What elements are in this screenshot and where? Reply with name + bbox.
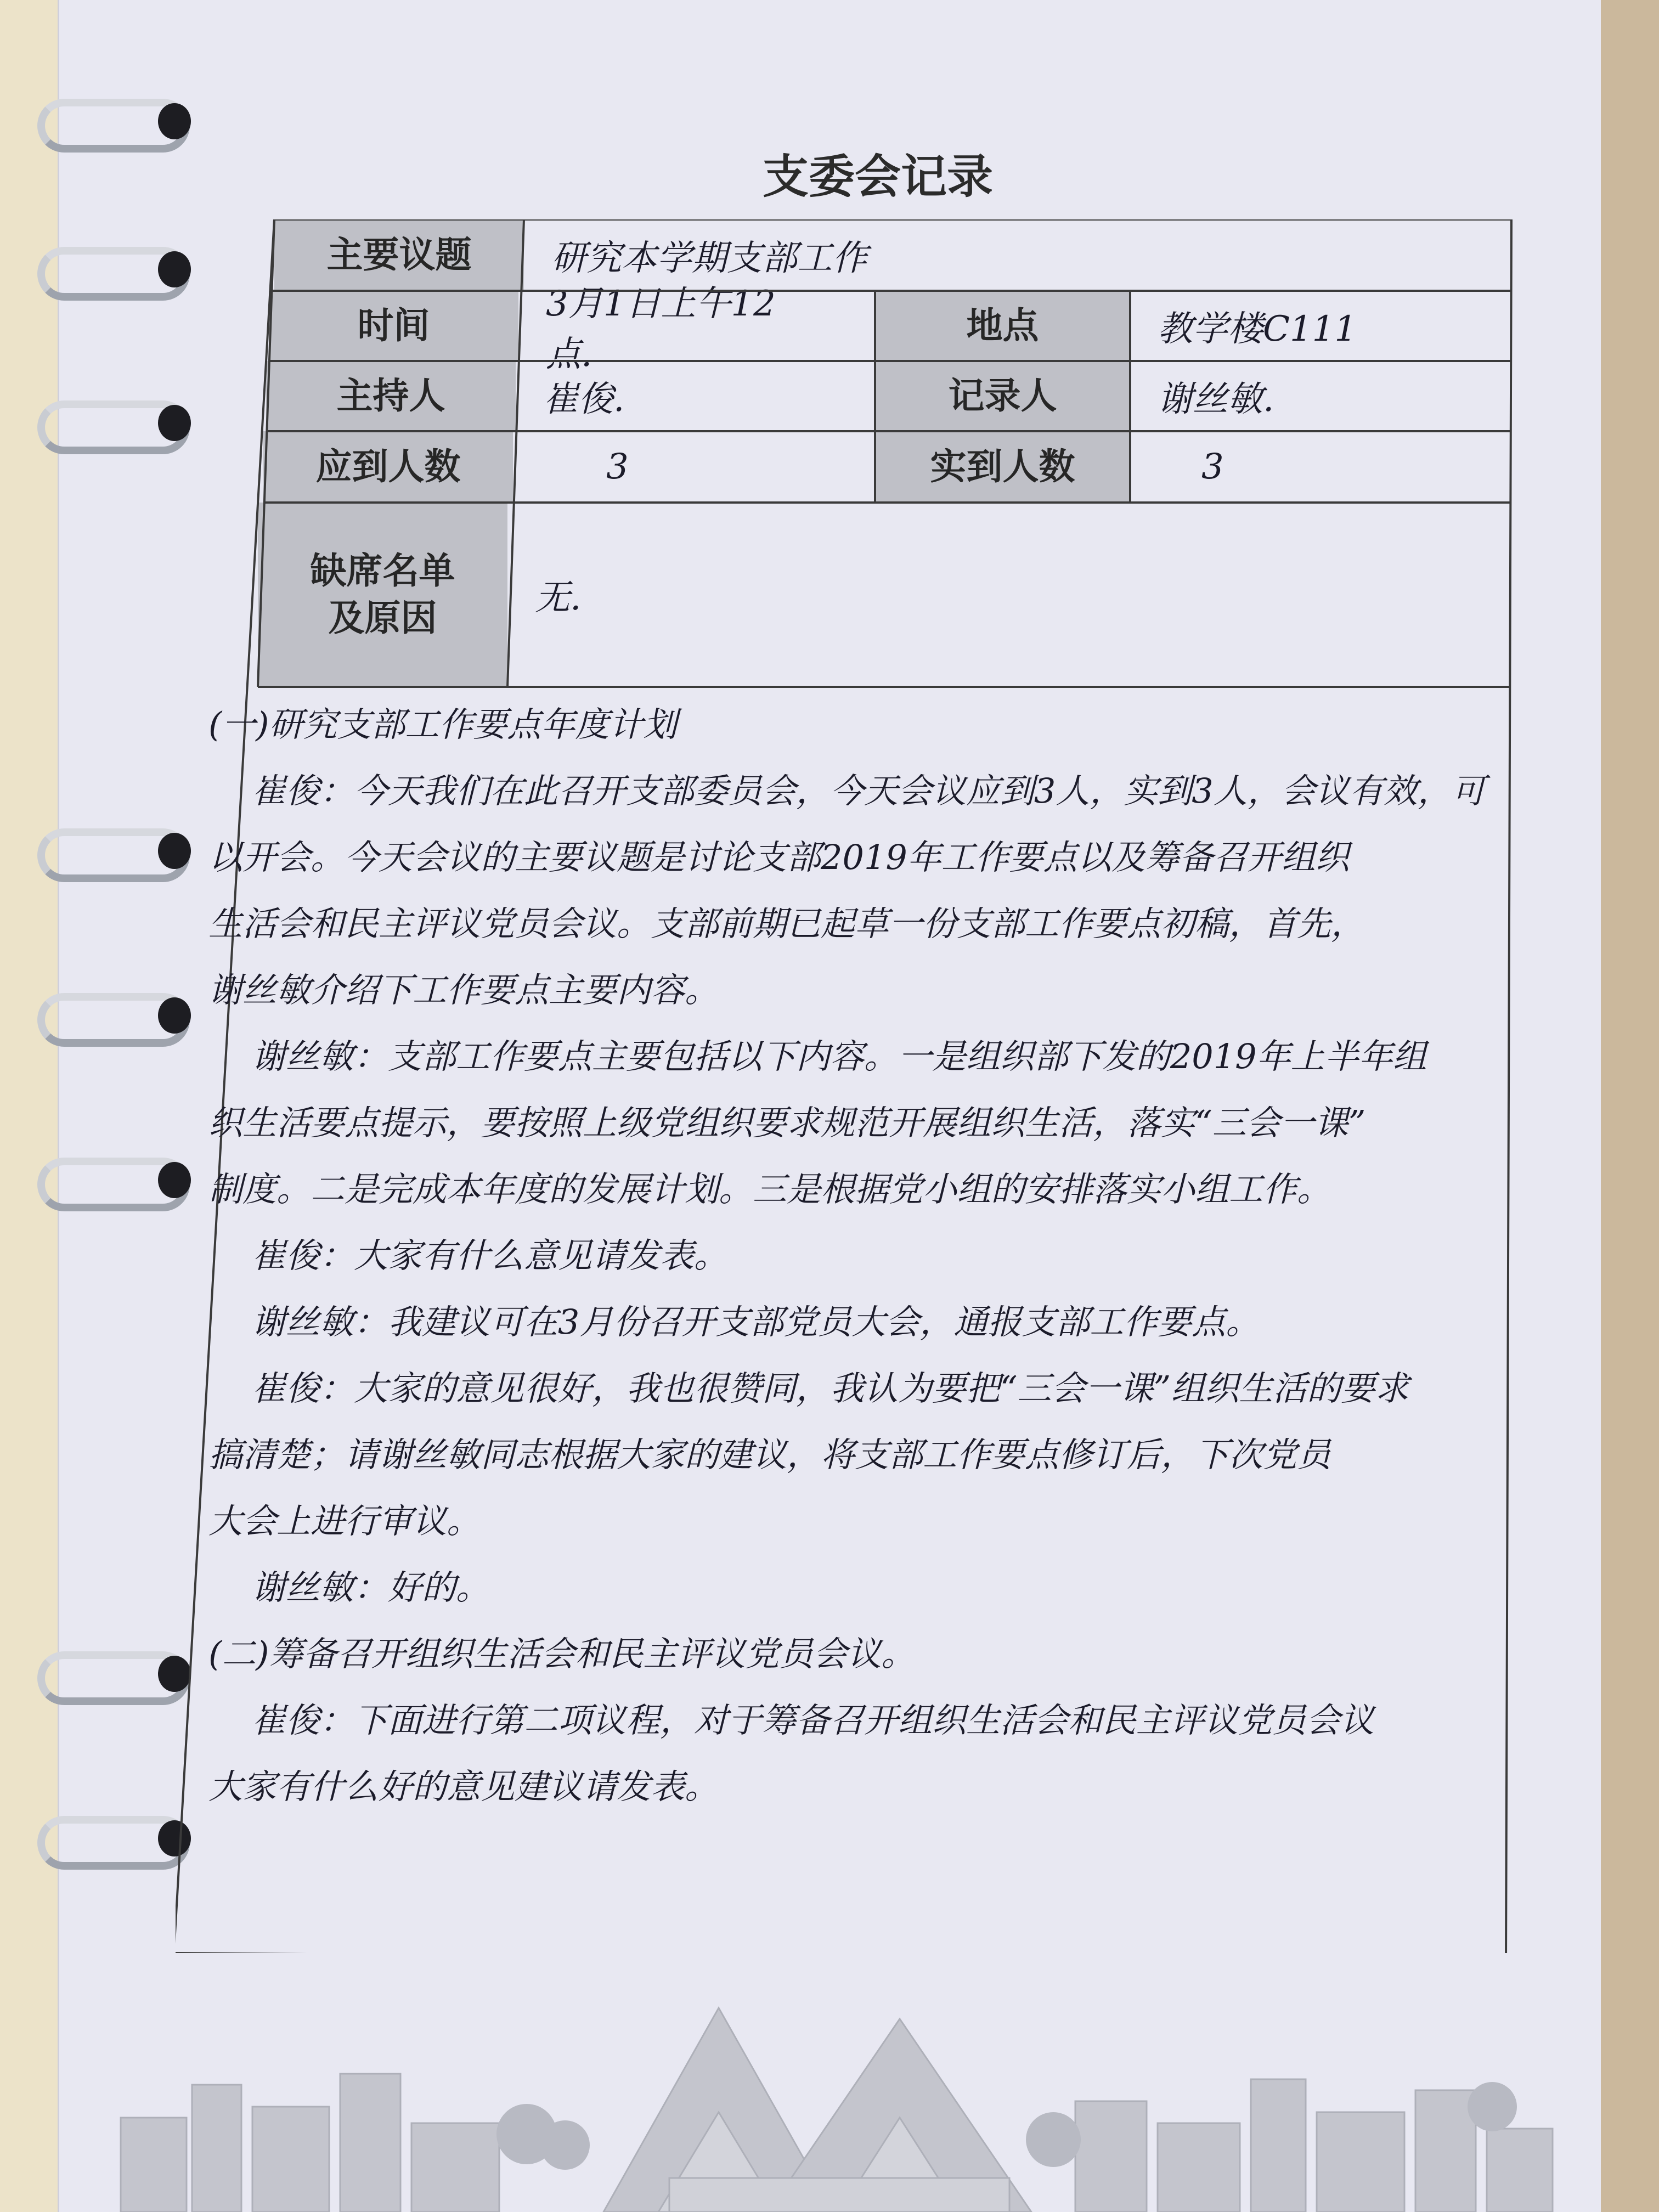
note-line: 谢丝敏介绍下工作要点主要内容。 [208, 970, 719, 1010]
note-line: 织生活要点提示，要按照上级党组织要求规范开展组织生活，落实“三会一课” [208, 1103, 1366, 1143]
note-line: (二)筹备召开组织生活会和民主评议党员会议。 [208, 1634, 916, 1674]
expected-count-label: 应到人数 [263, 431, 513, 503]
note-line: (一)研究支部工作要点年度计划 [208, 704, 678, 744]
note-line: 以开会。今天会议的主要议题是讨论支部2019年工作要点以及筹备召开组织 [208, 837, 1350, 877]
note-line: 崔俊：大家有什么意见请发表。 [208, 1235, 728, 1276]
expected-count-value: 3 [606, 447, 629, 487]
campus-skyline-illustration [110, 1997, 1564, 2212]
place-label: 地点 [875, 291, 1130, 361]
topic-value: 研究本学期支部工作 [551, 238, 867, 279]
note-line: 谢丝敏：好的。 [208, 1567, 490, 1607]
host-value: 崔俊. [543, 379, 625, 420]
place-value: 教学楼C111 [1158, 309, 1357, 349]
recorder-label: 记录人 [875, 361, 1130, 431]
absent-value: 无. [535, 578, 582, 618]
time-value: 3月1日上午12点. [546, 284, 776, 375]
note-line: 搞清楚；请谢丝敏同志根据大家的建议，将支部工作要点修订后，下次党员 [208, 1435, 1331, 1475]
note-line: 崔俊：大家的意见很好，我也很赞同，我认为要把“三会一课”组织生活的要求 [208, 1368, 1409, 1408]
actual-count-value: 3 [1201, 447, 1224, 487]
host-label: 主持人 [266, 361, 516, 431]
note-line: 大家有什么好的意见建议请发表。 [208, 1767, 719, 1807]
note-line: 谢丝敏：我建议可在3月份召开支部党员大会，通报支部工作要点。 [208, 1302, 1260, 1342]
meeting-notes [208, 691, 1525, 1926]
note-line: 崔俊：今天我们在此召开支部委员会，今天会议应到3人，实到3人，会议有效，可 [208, 771, 1486, 811]
time-label: 时间 [269, 291, 518, 361]
absent-label-line2: 及原因 [328, 597, 437, 639]
page-title: 支委会记录 [762, 150, 993, 204]
note-line: 大会上进行审议。 [208, 1501, 481, 1541]
topic-label: 主要议题 [274, 219, 524, 291]
note-line: 谢丝敏：支部工作要点主要包括以下内容。一是组织部下发的2019年上半年组 [208, 1036, 1427, 1076]
recorder-value: 谢丝敏. [1158, 379, 1274, 420]
actual-count-label: 实到人数 [875, 431, 1130, 503]
note-line: 制度。二是完成本年度的发展计划。三是根据党小组的安排落实小组工作。 [208, 1169, 1331, 1209]
binder-ring [59, 93, 202, 148]
note-line: 崔俊：下面进行第二项议程，对于筹备召开组织生活会和民主评议党员会议 [208, 1700, 1374, 1740]
note-line: 生活会和民主评议党员会议。支部前期已起草一份支部工作要点初稿，首先， [208, 904, 1365, 944]
absent-label-line1: 缺席名单 [310, 550, 455, 592]
meeting-record-form [176, 219, 1550, 1953]
